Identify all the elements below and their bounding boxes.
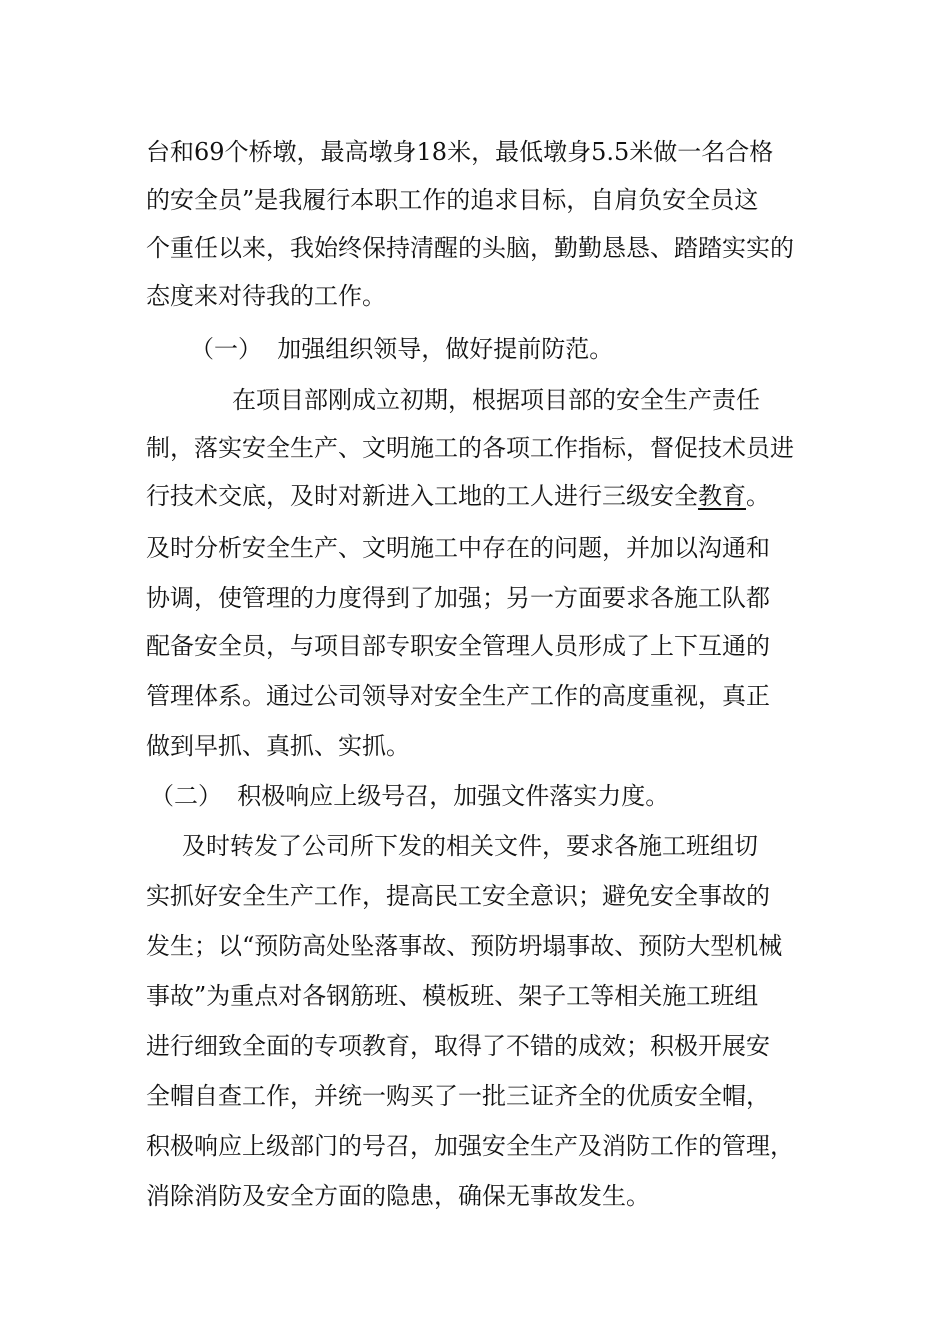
- section-heading-2: （二） 积极响应上级号召，加强文件落实力度。: [150, 782, 670, 810]
- paragraph-line: 配备安全员，与项目部专职安全管理人员形成了上下互通的: [146, 632, 770, 660]
- line-end-punctuation: 。: [746, 482, 770, 510]
- paragraph-line: 做到早抓、真抓、实抓。: [146, 732, 410, 760]
- paragraph-line: 个重任以来，我始终保持清醒的头脑，勤勤恳恳、踏踏实实的: [146, 234, 794, 262]
- underlined-word: 教育: [698, 482, 746, 510]
- paragraph-line: [146, 480, 770, 512]
- paragraph-line: 及时分析安全生产、文明施工中存在的问题，并加以沟通和: [146, 534, 770, 562]
- paragraph-line: 协调，使管理的力度得到了加强；另一方面要求各施工队都: [146, 584, 770, 612]
- paragraph-line: 在项目部刚成立初期，根据项目部的安全生产责任: [232, 386, 760, 414]
- paragraph-line: 管理体系。通过公司领导对安全生产工作的高度重视，真正: [146, 682, 770, 710]
- paragraph-line: 制，落实安全生产、文明施工的各项工作指标，督促技术员进: [146, 434, 794, 462]
- line-text: 行技术交底，及时对新进入工地的工人进行三级安全: [146, 482, 698, 510]
- paragraph-line: 事故”为重点对各钢筋班、模板班、架子工等相关施工班组: [146, 982, 759, 1010]
- paragraph-line: 进行细致全面的专项教育，取得了不错的成效；积极开展安: [146, 1032, 770, 1060]
- paragraph-line: 态度来对待我的工作。: [146, 282, 386, 310]
- paragraph-line: 发生；以“预防高处坠落事故、预防坍塌事故、预防大型机械: [146, 932, 783, 960]
- paragraph-line: 全帽自查工作，并统一购买了一批三证齐全的优质安全帽，: [146, 1082, 770, 1110]
- section-heading-1: （一） 加强组织领导，做好提前防范。: [190, 335, 614, 363]
- paragraph-line: 及时转发了公司所下发的相关文件，要求各施工班组切: [182, 832, 758, 860]
- paragraph-line: 积极响应上级部门的号召，加强安全生产及消防工作的管理，: [146, 1132, 794, 1160]
- paragraph-line: 的安全员”是我履行本职工作的追求目标，自肩负安全员这: [146, 186, 759, 214]
- paragraph-line: 实抓好安全生产工作，提高民工安全意识；避免安全事故的: [146, 882, 770, 910]
- paragraph-line: 消除消防及安全方面的隐患，确保无事故发生。: [146, 1182, 650, 1210]
- paragraph-line: 台和69个桥墩，最高墩身18米，最低墩身5.5米做一名合格: [146, 138, 774, 166]
